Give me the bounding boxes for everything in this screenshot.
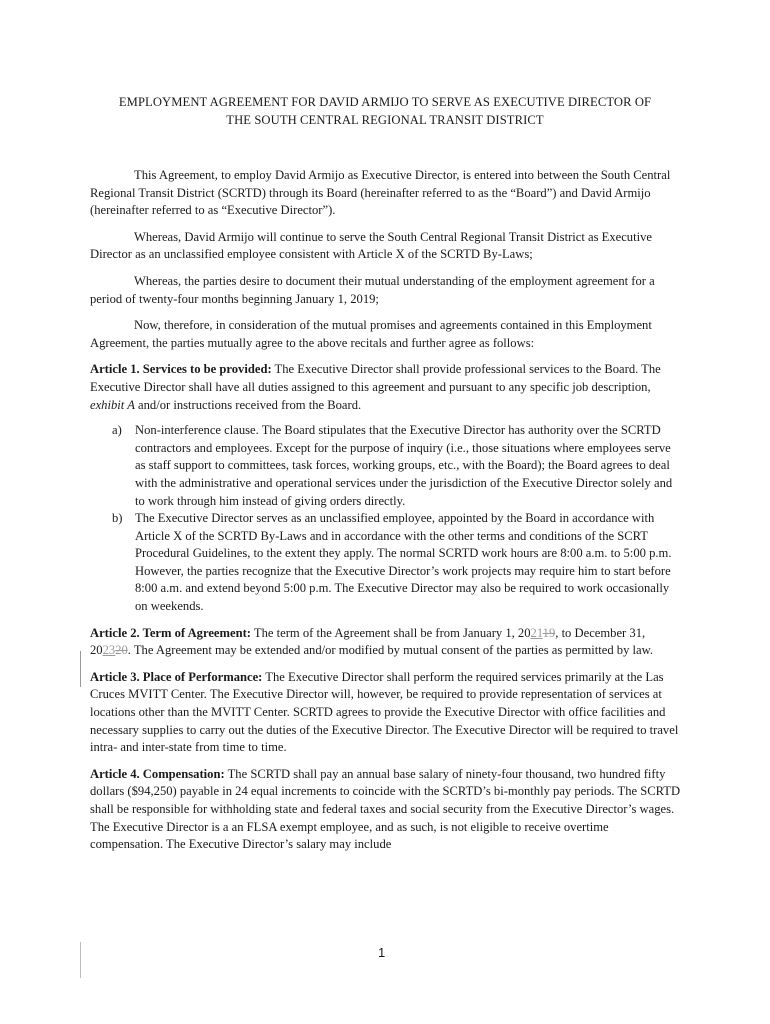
list-marker: a) [112,423,122,438]
list-item-text: Non-interference clause. The Board stipulates that the Executive Director has authority over the SCRTD contractors and employees. Except for the purpose of inquiry (i.e., those situations where employees serve as staff support to committees, task forces, working groups, etc., with the Board); the Board agrees to deal with the administrative and operational services under the jurisdiction of the Executive Director solely and to work through him instead of giving orders directly. [135,423,673,508]
title-line-2: THE SOUTH CENTRAL REGIONAL TRANSIT DISTRICT [226,113,544,127]
list-marker: b) [112,511,123,526]
page-number: 1 [378,945,386,960]
list-item-text: The Executive Director serves as an unclassified employee, appointed by the Board in accordance with Article X of the SCRTD By-Laws and in accordance with the other terms and conditions of the SCRT Procedural Guidelines, to the extent they apply. The normal SCRTD work hours are 8:00 a.m. to 5:00 p.m. However, the parties recognize that the Executive Director’s work projects may require him to start before 8:00 a.m. and extend beyond 5:00 p.m. The Executive Director may also be required to work occasionally on weekends. [135,511,672,614]
revision-change-bar [80,651,81,687]
article-2-heading: Article 2. Term of Agreement: [90,625,251,640]
article-3 [90,669,682,757]
article-1-text-end: and/or instructions received from the Board. [134,397,362,412]
whereas-paragraph-1: Whereas, David Armijo will continue to serve the South Central Regional Transit District as Executive Director as an unclassified employee consistent with Article X of the SCRTD By-Laws; [90,229,652,262]
document-title [70,93,700,129]
article-1-heading: Article 1. Services to be provided: [90,362,272,377]
inserted-text: 23 [102,643,116,658]
article-4-text: The SCRTD shall pay an annual base salary of ninety-four thousand, two hundred fifty dollars ($94,250) payable in 24 equal increments to coincide with the SCRTD’s bi-monthly pay periods. The SCRTD shall be responsible for withholding state and federal taxes and social security from the Executive Director’s wages. The Executive Director is a an FLSA exempt employee, and as such, is not eligible to receive overtime compensation. The Executive Director’s salary may include [90,766,681,852]
exhibit-reference: exhibit A [90,397,135,412]
article-2-text: , to December 31, 20 [90,625,646,658]
article-2-text: The term of the Agreement shall be from January 1, 20 [250,625,531,640]
article-2-text: . The Agreement may be extended and/or modified by mutual consent of the parties as permitted by law. [127,643,654,658]
article-3-text: The Executive Director shall perform the required services primarily at the Las Cruces MVITT Center. The Executive Director will, however, be required to provide representation of services at locations other than the MVITT Center. SCRTD agrees to provide the Executive Director with office facilities and necessary supplies to carry out the duties of the Executive Director. The Executive Director will be required to travel intra- and inter-state from time to time. [90,669,679,755]
article-1 [90,361,682,414]
article-4 [90,766,682,854]
list-item [90,422,682,510]
deleted-text: 19 [542,625,556,640]
deleted-text: 20 [115,643,128,658]
article-1-text: The Executive Director shall provide professional services to the Board. The Executive Director shall have all duties assigned to this agreement and pursuant to any specific job description, [90,362,661,394]
now-therefore-paragraph: Now, therefore, in consideration of the mutual promises and agreements contained in this Employment Agreement, the parties mutually agree to the above recitals and further agree as follows: [90,318,652,350]
footer-change-bar [80,942,81,978]
article-1-list [90,422,682,616]
title-line-1: EMPLOYMENT AGREEMENT FOR DAVID ARMIJO TO SERVE AS EXECUTIVE DIRECTOR OF [118,95,652,109]
list-item [90,510,682,616]
document-body [90,167,682,854]
article-2 [90,625,682,660]
inserted-text: 21 [530,625,543,640]
intro-paragraph: This Agreement, to employ David Armijo as Executive Director, is entered into between the South Central Regional Transit District (SCRTD) through its Board (hereinafter referred to as the “Board”) and David Armijo (hereinafter referred to as “Executive Director”). [90,168,671,218]
article-4-heading: Article 4. Compensation: [90,766,225,781]
article-3-heading: Article 3. Place of Performance: [90,669,263,684]
whereas-paragraph-2: Whereas, the parties desire to document their mutual understanding of the employment agreement for a period of twenty-four months beginning January 1, 2019; [90,273,655,306]
